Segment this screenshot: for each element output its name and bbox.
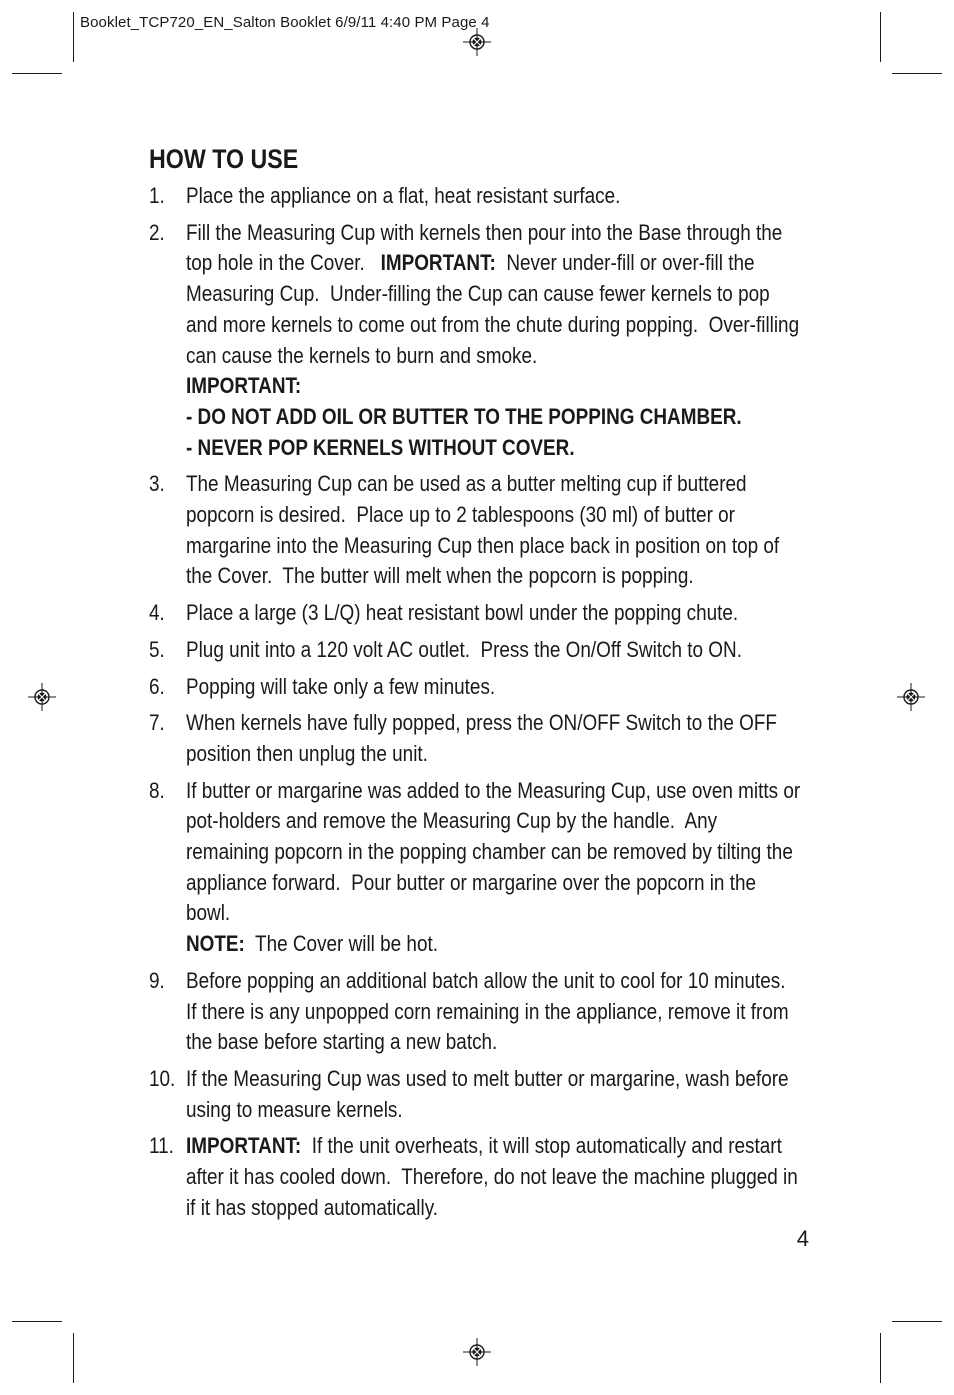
step-text-part: If the unit overheats, it will stop automatically and restart after it has cooled down. Therefore, do not leave the machine plugged in if it has stopped automatically. [185,1133,804,1220]
crop-mark-bottom-left-v [73,1333,74,1383]
crop-mark-bottom-right-v [880,1333,881,1383]
step-text-part: Never under-fill or over-fill the Measuring Cup. Under-filling the Cup can cause fewer kernels to pop and more kernels to come out from the chute during popping. Over-filling can cause the kernels to burn and smoke. [185,250,805,368]
step-text: Place a large (3 L/Q) heat resistant bowl under the popping chute. [185,600,739,626]
crop-mark-top-right-h [892,73,942,74]
step-text: Plug unit into a 120 volt AC outlet. Press the On/Off Switch to ON. [185,636,742,662]
list-item [149,1064,803,1125]
page-title: HOW TO USE [149,144,299,174]
step-number: 7. [149,710,165,736]
step-text: If the Measuring Cup was used to melt butter or margarine, wash before using to measure kernels. [185,1065,794,1122]
note-text: The Cover will be hot. [244,931,439,957]
crop-mark-top-left-h [12,73,62,74]
step-number: 1. [149,183,165,208]
registration-mark-top-icon [463,28,491,56]
list-item [149,966,803,1058]
step-text: When kernels have fully popped, press the ON/OFF Switch to the OFF position then unplug the unit. [185,710,783,766]
step-number: 10. [149,1065,176,1091]
important-label: IMPORTANT: [185,1133,302,1159]
warning-no-oil: - DO NOT ADD OIL OR BUTTER TO THE POPPING CHAMBER. [185,403,742,429]
important-label: IMPORTANT: [380,250,496,276]
warning-cover: - NEVER POP KERNELS WITHOUT COVER. [185,434,575,460]
step-text: Popping will take only a few minutes. [185,673,496,699]
step-text [186,220,804,368]
registration-mark-bottom-icon [463,1338,491,1366]
crop-mark-bottom-left-h [12,1321,62,1322]
step-text [186,1133,803,1219]
registration-mark-left-icon [28,683,56,711]
note-line [186,929,803,960]
step-text: Place the appliance on a flat, heat resistant surface. [185,183,621,208]
page-number: 4 [796,1226,809,1251]
crop-mark-top-right-v [880,12,881,62]
list-item [149,598,803,629]
list-item [149,181,803,212]
list-item [149,635,803,666]
step-text: If butter or margarine was added to the Measuring Cup, use oven mitts or pot-holders and remove the Measuring Cup by the handle. Any remaining popcorn in the popping chamber can be removed by tilting the appliance forward. Pour butter or margarine over the popcorn in the bowl. [185,777,806,926]
step-number: 8. [149,777,165,803]
print-slug: Booklet_TCP720_EN_Salton Booklet 6/9/11 4:40 PM Page 4 [80,14,490,31]
crop-mark-top-left-v [73,12,74,62]
step-text: The Measuring Cup can be used as a butter melting cup if buttered popcorn is desired. Place up to 2 tablespoons (30 ml) of butter or margarine into the Measuring Cup then place back in position on top of the Cover. The butter will melt when the popcorn is popping. [185,471,785,589]
note-label: NOTE: [185,931,245,957]
list-item [149,708,803,769]
step-number: 4. [149,600,165,626]
step-number: 11. [149,1133,174,1159]
step-number: 5. [149,636,165,662]
step-number: 9. [149,967,165,993]
list-item [149,218,803,464]
step-number: 3. [149,471,165,497]
step-number: 6. [149,673,165,699]
list-item [149,1131,803,1223]
step-text-part: Fill the Measuring Cup with kernels then pour into the Base through the top hole in the Cover. [185,219,788,276]
list-item [149,469,803,592]
registration-mark-right-icon [897,683,925,711]
step-text: Before popping an additional batch allow the unit to cool for 10 minutes. If there is any unpopped corn remaining in the appliance, remove it from the base before starting a new batch. [185,967,797,1055]
list-item [149,672,803,703]
important-heading: IMPORTANT: [185,373,302,399]
list-item [149,776,806,960]
step-number: 2. [149,219,165,245]
instruction-list [149,181,806,1230]
crop-mark-bottom-right-h [892,1321,942,1322]
